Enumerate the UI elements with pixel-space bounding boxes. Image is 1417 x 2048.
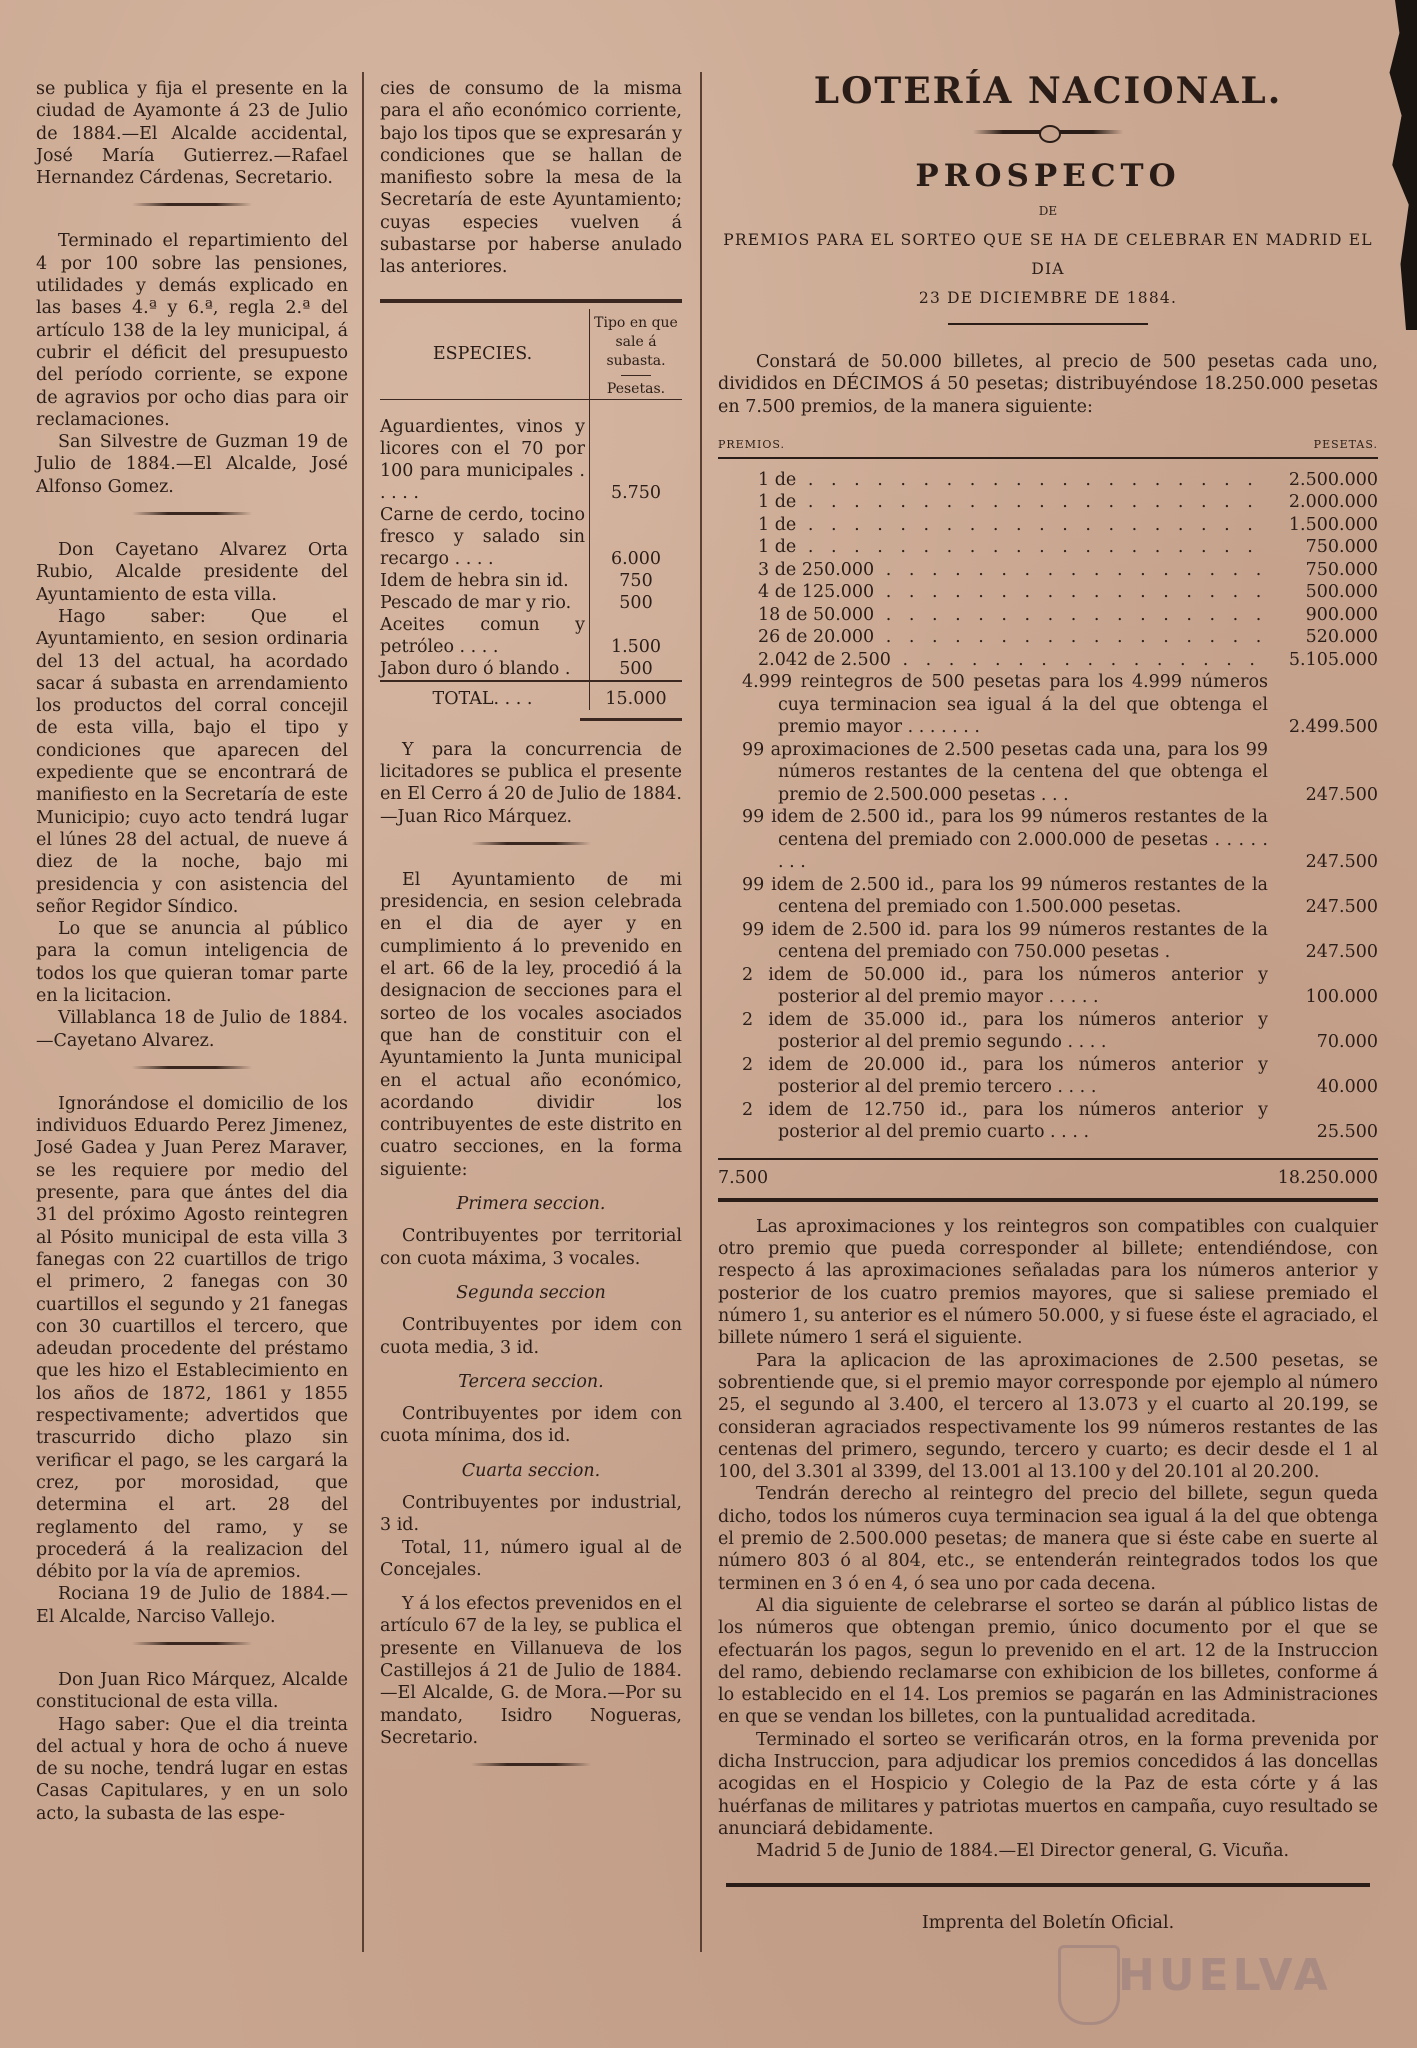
imprenta-line: Imprenta del Boletín Oficial. xyxy=(921,1912,1175,1933)
table-total-value: 15.000 xyxy=(590,681,683,710)
column-rule xyxy=(700,72,702,1952)
lottery-title: LOTERÍA NACIONAL. xyxy=(813,70,1283,112)
table-header-especies: ESPECIES. xyxy=(380,309,590,400)
separator xyxy=(471,1763,591,1766)
rociana-notice: Ignorándose el domicilio de los individuos Eduardo Perez Jimenez, José Gadea y Juan Perez Maraver, se les requiere por medio del presente, para que ántes del dia 31 del próximo Agosto reintegren al Pósito municipal de esta villa 3 fanegas con 22 cuartillos de trigo el primero, 2 fanegas con 30 cuartillos el segundo y 21 fanegas con 30 cuartillos el tercero, que adeudan procedente del préstamo que les hizo el Establecimiento en los años de 1872, 1861 y 1855 respectivamente; advertidos que trascurrido dicho plazo sin verificar el pago, se les cargará la crez, por morosidad, que determina el art. 28 del reglamento del ramo, y se procederá á la realizacion del débito por la vía de apremios. xyxy=(36,1093,348,1583)
especie-value: 1.500 xyxy=(610,636,662,657)
archive-watermark: HUELVA xyxy=(1118,1950,1332,2001)
archive-crest-watermark xyxy=(1058,1945,1120,2025)
section-text-3: Contribuyentes por idem con cuota mínima, dos id. xyxy=(380,1404,682,1447)
lottery-intro: Constará de 50.000 billetes, al precio de 500 pesetas cada uno, divididos en DÉCIMOS á 50 pesetas; distribuyéndose 18.250.000 pesetas en 7.500 premios, de la manera siguiente: xyxy=(718,352,1378,417)
prize-row xyxy=(718,874,1378,919)
table-row xyxy=(380,658,682,681)
table-row xyxy=(380,614,682,658)
section-text-2: Contribuyentes por idem con cuota media, 3 id. xyxy=(380,1315,682,1358)
ornament xyxy=(973,130,1123,134)
villablanca-notice: Hago saber: Que el Ayuntamiento, en sesion ordinaria del 13 del actual, ha acordado sacar á subasta en arrendamiento los productos del corral concejil de esta villa, bajo el tipo y condiciones que aparecen del expediente que se encontrará de manifiesto en la Secretaría de este Municipio; cuyo acto tendrá lugar el lúnes 28 del actual, de nueve á diez de la noche, bajo mi presidencia y con asistencia del señor Regidor Síndico. xyxy=(36,606,348,917)
lottery-subtitle-1: PREMIOS PARA EL SORTEO QUE SE HA DE CELEBRAR EN MADRID EL DIA xyxy=(723,231,1373,278)
lottery-section xyxy=(718,70,1378,1933)
left-column xyxy=(36,78,348,1825)
prize-row xyxy=(718,919,1378,964)
prize-row xyxy=(718,559,1378,582)
total-concejales: Total, 11, número igual al de Concejales. xyxy=(380,1537,682,1580)
section-title-4: Cuarta seccion. xyxy=(461,1460,601,1481)
repartimiento-notice: Terminado el repartimiento del 4 por 100 sobre las pensiones, utilidades y demás explicado en las bases 4.ª y 6.ª, regla 2.ª del artículo 138 de la ley municipal, á cubrir el déficit del presupuesto del período corriente, se expone de agravios por ocho dias para oir reclamaciones. xyxy=(36,231,348,430)
especie-value: 500 xyxy=(619,658,653,679)
especie-value: 750 xyxy=(619,570,653,591)
subtitle-rule xyxy=(948,323,1148,325)
villablanca-heading: Don Cayetano Alvarez Orta Rubio, Alcalde presidente del Ayuntamiento de esta villa. xyxy=(36,540,348,605)
prize-amount: 500.000 xyxy=(1305,582,1378,603)
castillejos-signature: Y á los efectos prevenidos en el artículo 67 de la ley, se publica el presente en Villanueva de los Castillejos á 21 de Julio de 1884.—El Alcalde, G. de Mora.—Por su mandato, Isidro Nogueras, Secretario. xyxy=(380,1594,682,1748)
prize-amount: 2.499.500 xyxy=(1288,717,1378,738)
el-cerro-notice: Hago saber: Que el dia treinta del actual y hora de ocho á nueve de su noche, tendrá lugar en estas Casas Capitulares, y en un solo acto, la subasta de las espe- xyxy=(36,1714,348,1824)
prize-label: 1 de . . xyxy=(718,536,1268,559)
lottery-para-3: Tendrán derecho al reintegro del precio del billete, segun queda dicho, todos los números cuya terminacion sea igual á la del que obtenga el premio de 2.500.000 pesetas; de manera que si éste cabe en suerte al número 803 ó al 804, etc., se entenderán reintegrados todos los que terminen en 3 ó en 4, ó sea uno por cada decena. xyxy=(718,1484,1378,1594)
prize-table-header xyxy=(718,438,1378,451)
especies-table xyxy=(380,309,682,710)
prize-total-count: 7.500 xyxy=(718,1167,769,1188)
table-row xyxy=(380,399,682,504)
prize-row xyxy=(718,604,1378,627)
prize-amount: 100.000 xyxy=(1305,987,1378,1008)
premios-header: PREMIOS. xyxy=(718,437,785,451)
pesetas-header: PESETAS. xyxy=(1313,437,1378,451)
prize-label: 2 idem de 12.750 id., para los números anterior y posterior al del premio cuarto . . . . xyxy=(742,1099,1268,1143)
prize-amount: 1.500.000 xyxy=(1288,514,1378,535)
prize-amount: 40.000 xyxy=(1316,1077,1378,1098)
prize-row xyxy=(718,964,1378,1009)
prize-row xyxy=(718,671,1378,739)
prize-amount: 520.000 xyxy=(1305,627,1378,648)
prize-list xyxy=(718,469,1378,1144)
prospecto-title: PROSPECTO xyxy=(915,158,1181,194)
prize-label: 99 aproximaciones de 2.500 pesetas cada una, para los 99 números restantes de la centena del que obtenga el premio de 2.500.000 pesetas . . . xyxy=(742,739,1268,805)
especie-name: Pescado de mar y rio. xyxy=(380,592,590,614)
table-header-tipo: Tipo en que sale á subasta. Pesetas. xyxy=(590,309,683,400)
ayamonte-notice: se publica y fija el presente en la ciudad de Ayamonte á 23 de Julio de 1884.—El Alcalde accidental, José María Gutierrez.—Rafael Hernandez Cárdenas, Secretario. xyxy=(36,79,348,189)
prize-label: 2 idem de 20.000 id., para los números anterior y posterior al del premio tercero . . . . xyxy=(742,1054,1268,1098)
prize-amount: 5.105.000 xyxy=(1288,649,1378,670)
separator xyxy=(132,512,252,515)
lottery-para-2: Para la aplicacion de las aproximaciones de 2.500 pesetas, se sobrentiende que, si el premio mayor corresponde por ejemplo al número 25, el segundo al 3.400, el tercero al 13.073 y el cuarto al 20.199, se consideran agraciados respectivamente los 99 números restantes de las centenas del primero, segundo, tercero y cuarto; es decir desde el 1 al 100, del 3.301 al 3399, del 13.001 al 13.100 y del 20.101 al 20.200. xyxy=(718,1350,1378,1483)
san-silvestre-signature: San Silvestre de Guzman 19 de Julio de 1884.—El Alcalde, José Alfonso Gomez. xyxy=(36,432,348,497)
prize-amount: 900.000 xyxy=(1305,604,1378,625)
especie-value: 6.000 xyxy=(610,548,662,569)
prize-row xyxy=(718,806,1378,874)
prize-label: 99 idem de 2.500 id., para los 99 números restantes de la centena del premiado con 2.000.000 de pesetas . . . . . . . . xyxy=(742,807,1268,873)
prize-label: 2.042 de 2.500 . . xyxy=(718,649,1268,672)
prize-label: 99 idem de 2.500 id., para los 99 números restantes de la centena del premiado con 1.500.000 pesetas. xyxy=(742,874,1268,918)
prize-amount: 25.500 xyxy=(1316,1122,1378,1143)
prize-amount: 2.500.000 xyxy=(1288,469,1378,490)
prize-row xyxy=(718,1009,1378,1054)
prize-label: 1 de . . xyxy=(718,491,1268,514)
table-body xyxy=(380,399,682,681)
prize-amount: 750.000 xyxy=(1305,559,1378,580)
el-cerro-continued: cies de consumo de la misma para el año económico corriente, bajo los tipos que se expresarán y condiciones que se hallan de manifiesto sobre la mesa de la Secretaría de este Ayuntamiento; cuyas especies vuelven á subastarse por haberse anulado las anteriores. xyxy=(380,79,682,278)
prize-row xyxy=(718,581,1378,604)
prize-row xyxy=(718,626,1378,649)
prize-row xyxy=(718,1054,1378,1099)
especie-name: Aceites comun y petróleo . . . . xyxy=(380,614,590,658)
especie-name: Jabon duro ó blando . xyxy=(380,658,590,681)
section-title-2: Segunda seccion xyxy=(456,1282,606,1303)
prize-label: 4.999 reintegros de 500 pesetas para los 4.999 números cuya terminacion sea igual á la del que obtenga el premio mayor . . . . . . . xyxy=(742,672,1268,738)
especie-name: Idem de hebra sin id. xyxy=(380,570,590,592)
prize-total-row xyxy=(718,1168,1378,1188)
prize-row xyxy=(718,739,1378,807)
table-top-rule xyxy=(380,299,682,303)
table-row xyxy=(380,592,682,614)
middle-column xyxy=(380,78,682,1790)
section-title-1: Primera seccion. xyxy=(456,1194,606,1215)
especie-name: Carne de cerdo, tocino fresco y salado sin recargo . . . . xyxy=(380,504,590,570)
lottery-signature: Madrid 5 de Junio de 1884.—El Director general, G. Vicuña. xyxy=(756,1841,1290,1862)
section-text-4: Contribuyentes por industrial, 3 id. xyxy=(380,1492,682,1536)
table-row xyxy=(380,570,682,592)
prize-amount: 70.000 xyxy=(1316,1032,1378,1053)
especie-name: Aguardientes, vinos y licores con el 70 por 100 para municipales . . . . . xyxy=(380,399,590,504)
prize-label: 99 idem de 2.500 id. para los 99 números restantes de la centena del premiado con 750.000 pesetas . xyxy=(742,919,1268,963)
de-label: DE xyxy=(1038,204,1058,218)
prize-row xyxy=(718,1099,1378,1144)
el-cerro-signature: Y para la concurrencia de licitadores se publica el presente en El Cerro á 20 de Julio de 1884.—Juan Rico Márquez. xyxy=(380,739,682,827)
villablanca-notice-2: Lo que se anuncia al público para la comun inteligencia de todos los que quieran tomar parte en la licitacion. xyxy=(36,919,348,1006)
column-rule xyxy=(362,72,364,1952)
separator xyxy=(471,842,591,845)
prize-amount: 247.500 xyxy=(1305,942,1378,963)
prize-label: 1 de . . xyxy=(718,514,1268,537)
especie-value: 500 xyxy=(619,592,653,613)
prize-label: 18 de 50.000 . . xyxy=(718,604,1268,627)
prize-total-amount: 18.250.000 xyxy=(1277,1167,1378,1188)
section-title-3: Tercera seccion. xyxy=(458,1371,604,1392)
section-text-1: Contribuyentes por territorial con cuota máxima, 3 vocales. xyxy=(380,1226,682,1269)
prize-label: 26 de 20.000 . . xyxy=(718,626,1268,649)
prize-amount: 2.000.000 xyxy=(1288,492,1378,513)
separator xyxy=(132,203,252,206)
prize-row xyxy=(718,536,1378,559)
prize-amount: 247.500 xyxy=(1305,852,1378,873)
prize-row xyxy=(718,514,1378,537)
prize-label: 1 de . . xyxy=(718,469,1268,492)
prize-row xyxy=(718,649,1378,672)
prize-row xyxy=(718,469,1378,492)
separator xyxy=(132,1066,252,1069)
villablanca-signature: Villablanca 18 de Julio de 1884.—Cayetano Alvarez. xyxy=(36,1008,348,1051)
prize-amount: 750.000 xyxy=(1305,537,1378,558)
lottery-subtitle-2: 23 DE DICIEMBRE DE 1884. xyxy=(918,289,1178,307)
prize-amount: 247.500 xyxy=(1305,897,1378,918)
lottery-para-1: Las aproximaciones y los reintegros son compatibles con cualquier otro premio que pueda corresponder al billete; entendiéndose, con respecto á las aproximaciones señaladas para los números anterior y posterior de los cuatro premios mayores, que si saliese premiado el número 1, su anterior es el número 50.000, y si fuese éste el agraciado, el billete número 1 será el siguiente. xyxy=(718,1216,1378,1349)
prize-label: 2 idem de 50.000 id., para los números anterior y posterior al del premio mayor . . . . . xyxy=(742,964,1268,1008)
prize-row xyxy=(718,491,1378,514)
lottery-para-4: Al dia siguiente de celebrarse el sorteo se darán al público listas de los números que obtengan premio, único documento por el que se efectuarán los pagos, segun lo prevenido en el art. 12 de la Instruccion del ramo, debiendo reclamarse con exhibicion de los billetes, conforme á lo establecido en el 14. Los premios se pagarán en las Administraciones en que se vendan los billetes, con la puntualidad acreditada. xyxy=(718,1595,1378,1728)
especie-value: 5.750 xyxy=(610,482,662,503)
prize-label: 3 de 250.000 . . xyxy=(718,559,1268,582)
separator xyxy=(132,1642,252,1645)
table-row xyxy=(380,504,682,570)
castillejos-notice: El Ayuntamiento de mi presidencia, en sesion celebrada en el dia de ayer y en cumplimiento á lo prevenido en el art. 66 de la ley, procedió á la designacion de secciones para el sorteo de los vocales asociados que han de constituir con el Ayuntamiento la Junta municipal en el actual año económico, acordando dividir los contribuyentes de este distrito en cuatro secciones, en la forma siguiente: xyxy=(380,869,682,1180)
rociana-signature: Rociana 19 de Julio de 1884.—El Alcalde, Narciso Vallejo. xyxy=(36,1584,348,1627)
el-cerro-heading: Don Juan Rico Márquez, Alcalde constitucional de esta villa. xyxy=(36,1670,348,1713)
prize-amount: 247.500 xyxy=(1305,784,1378,805)
prize-label: 4 de 125.000 . . xyxy=(718,581,1268,604)
table-total-label: TOTAL. . . . xyxy=(380,681,590,710)
lottery-para-5: Terminado el sorteo se verificarán otros, en la forma prevenida por dicha Instruccion, para adjudicar los premios concedidos á las doncellas acogidas en el Hospicio y Colegio de la Paz de esta córte y á las huérfanas de militares y patriotas muertos en campaña, cuyo resultado se anunciará debidamente. xyxy=(718,1729,1378,1839)
prize-label: 2 idem de 35.000 id., para los números anterior y posterior al del premio segundo . . . . xyxy=(742,1009,1268,1053)
